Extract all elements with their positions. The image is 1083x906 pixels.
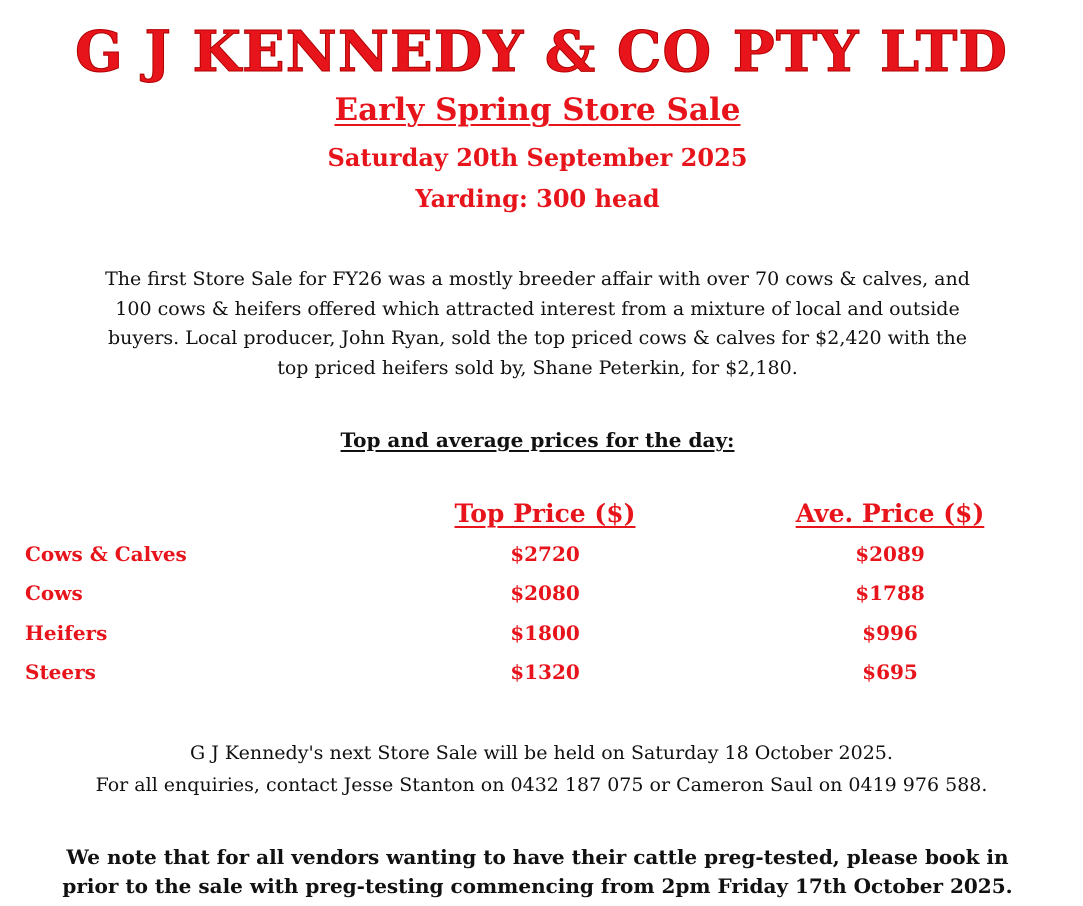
top-price-cell: $1800 <box>510 620 580 645</box>
ave-price-cell: $695 <box>862 660 918 685</box>
top-price-column-header: Top Price ($) <box>454 498 636 528</box>
ave-price-cell: $1788 <box>855 581 925 606</box>
preg-testing-notice <box>30 843 1045 901</box>
prices-heading: Top and average prices for the day: <box>340 428 735 452</box>
prices-header-row <box>18 492 1060 534</box>
prices-table <box>18 492 1060 692</box>
summary-line: The first Store Sale for FY26 was a mostly breeder affair with over 70 cows & calves, and <box>105 268 970 290</box>
enquiries-contact: For all enquiries, contact Jesse Stanton on 0432 187 075 or Cameron Saul on 0419 976 588. <box>95 774 988 796</box>
sale-summary-paragraph <box>60 265 1015 383</box>
next-sale-date: G J Kennedy's next Store Sale will be held on Saturday 18 October 2025. <box>190 742 893 764</box>
category-cell: Cows <box>25 581 83 606</box>
category-cell: Steers <box>25 660 96 685</box>
notice-line: We note that for all vendors wanting to have their cattle preg-tested, please book in <box>66 845 1009 869</box>
ave-price-column-header: Ave. Price ($) <box>795 498 985 528</box>
ave-price-cell: $2089 <box>855 541 925 566</box>
table-row <box>18 653 1060 693</box>
top-price-cell: $2080 <box>510 581 580 606</box>
summary-line: buyers. Local producer, John Ryan, sold the top priced cows & calves for $2,420 with the <box>107 327 968 349</box>
top-price-cell: $2720 <box>510 541 580 566</box>
table-row <box>18 613 1060 653</box>
notice-line: prior to the sale with preg-testing commencing from 2pm Friday 17th October 2025. <box>62 874 1013 898</box>
sale-title: Early Spring Store Sale <box>334 92 741 128</box>
company-name: G J KENNEDY & CO PTY LTD <box>75 19 1008 85</box>
next-sale-info <box>0 737 1083 801</box>
sale-date: Saturday 20th September 2025 <box>327 143 748 172</box>
summary-line: top priced heifers sold by, Shane Peterkin, for $2,180. <box>277 356 798 379</box>
table-row <box>18 534 1060 574</box>
category-cell: Cows & Calves <box>25 541 187 566</box>
yarding-count: Yarding: 300 head <box>415 184 660 213</box>
summary-line: 100 cows & heifers offered which attracted interest from a mixture of local and outside <box>115 297 960 320</box>
top-price-cell: $1320 <box>510 660 580 685</box>
table-row <box>18 574 1060 614</box>
category-cell: Heifers <box>25 620 108 645</box>
category-column-header <box>18 492 370 534</box>
ave-price-cell: $996 <box>862 620 918 645</box>
